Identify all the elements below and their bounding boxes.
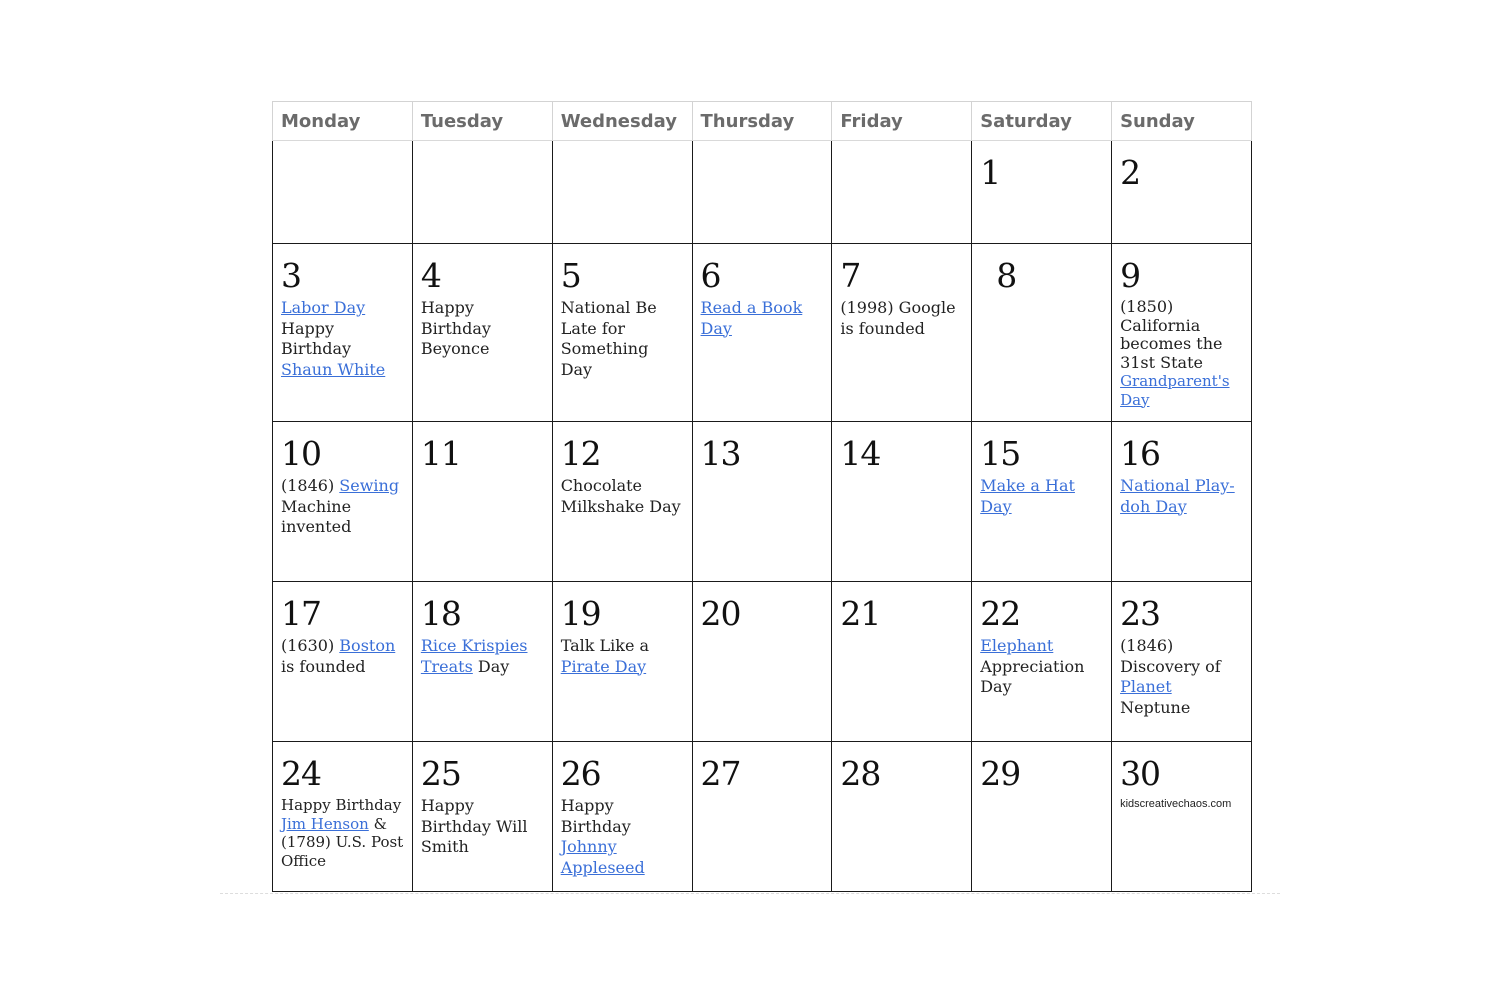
weekday-header-row: [273, 102, 1252, 141]
day-number: 5: [560, 256, 581, 295]
event-text: Happy Birthday Beyonce: [420, 298, 491, 358]
day-cell-5: [552, 244, 692, 422]
day-cell-21: [832, 582, 972, 742]
day-events: [421, 636, 544, 677]
day-events: [281, 476, 404, 538]
event-link[interactable]: Elephant: [980, 636, 1054, 655]
day-events: [1120, 476, 1243, 517]
weekday-tuesday: Tuesday: [412, 102, 552, 141]
day-events: [980, 476, 1103, 517]
day-cell-7: [832, 244, 972, 422]
day-number: 29: [980, 754, 1021, 793]
page-divider: [220, 893, 1280, 894]
day-cell-28: [832, 742, 972, 892]
day-cell-16: [1112, 422, 1252, 582]
day-number: 22: [980, 594, 1021, 633]
day-cell-26: [552, 742, 692, 892]
weekday-monday: Monday: [273, 102, 413, 141]
event-text: is founded: [281, 656, 366, 676]
website-credit: kidscreativechaos.com: [1120, 798, 1232, 810]
event-link[interactable]: Read a Book Day: [700, 298, 803, 338]
day-number: 1: [980, 153, 1001, 192]
day-events: [281, 636, 404, 677]
day-cell-30: [1112, 742, 1252, 892]
day-number: 24: [281, 754, 321, 793]
day-events: [1120, 636, 1243, 718]
event-text: Neptune: [1120, 697, 1191, 717]
event-link[interactable]: Boston: [339, 636, 396, 655]
day-cell-24: [273, 742, 413, 892]
day-number: 23: [1120, 594, 1161, 633]
day-number: 19: [560, 594, 601, 633]
event-text: Appreciation Day: [980, 656, 1085, 696]
day-number: 7: [840, 256, 861, 295]
day-number: 13: [700, 434, 741, 473]
event-text: Day: [472, 656, 510, 676]
day-number: 14: [840, 434, 881, 473]
day-number: 15: [980, 434, 1021, 473]
day-events: [561, 796, 684, 878]
event-link[interactable]: Grandparent's Day: [1120, 372, 1230, 409]
day-events: [561, 636, 684, 677]
day-number: 30: [1120, 754, 1161, 793]
day-cell-9: [1112, 244, 1252, 422]
day-number: 6: [700, 256, 721, 295]
day-cell-18: [412, 582, 552, 742]
day-cell-empty: [273, 141, 413, 244]
day-cell-3: [273, 244, 413, 422]
week-row: [273, 742, 1252, 892]
day-number: 28: [840, 754, 881, 793]
event-link[interactable]: National Play-doh Day: [1120, 476, 1235, 516]
day-cell-22: [972, 582, 1112, 742]
day-cell-empty: [692, 141, 832, 244]
day-cell-4: [412, 244, 552, 422]
event-text: (1846): [281, 476, 340, 495]
day-cell-8: [972, 244, 1112, 422]
day-cell-empty: [412, 141, 552, 244]
day-events: [421, 796, 544, 858]
day-events: [561, 298, 684, 380]
day-number: 11: [420, 434, 461, 473]
day-events: [561, 476, 684, 517]
day-cell-14: [832, 422, 972, 582]
event-text: National Be Late for Something Day: [560, 298, 657, 379]
event-text: Happy Birthday: [281, 796, 402, 814]
weekday-thursday: Thursday: [692, 102, 832, 141]
day-cell-17: [273, 582, 413, 742]
day-events: [1120, 298, 1243, 409]
day-cell-12: [552, 422, 692, 582]
event-link[interactable]: Shaun White: [281, 359, 386, 379]
day-events: [281, 298, 404, 380]
day-events: [281, 796, 404, 870]
day-number: 27: [700, 754, 741, 793]
event-text: Chocolate Milkshake Day: [560, 476, 681, 516]
event-text: (1998) Google is founded: [840, 298, 956, 338]
weekday-friday: Friday: [832, 102, 972, 141]
day-number: 26: [560, 754, 601, 793]
event-text: (1630): [281, 636, 340, 655]
day-number: 18: [420, 594, 461, 633]
day-events: [701, 298, 824, 339]
event-link[interactable]: Make a Hat Day: [980, 476, 1075, 516]
event-text: Happy Birthday: [560, 796, 631, 836]
week-row: [273, 422, 1252, 582]
week-row: [273, 582, 1252, 742]
day-events: [980, 636, 1103, 698]
day-cell-1: [972, 141, 1112, 244]
day-number: 4: [420, 256, 441, 295]
event-text: (1850) California becomes the 31st State: [1120, 297, 1223, 372]
week-row: [273, 141, 1252, 244]
weekday-saturday: Saturday: [972, 102, 1112, 141]
day-cell-2: [1112, 141, 1252, 244]
day-events: [421, 298, 544, 360]
event-link[interactable]: Labor Day: [281, 298, 366, 317]
event-link[interactable]: Rice Krispies Treats: [420, 636, 528, 676]
day-cell-19: [552, 582, 692, 742]
day-number: 8: [996, 256, 1017, 295]
day-number: 16: [1120, 434, 1161, 473]
event-text: Happy Birthday Will Smith: [420, 796, 528, 856]
day-number: 9: [1120, 256, 1141, 295]
event-text: Talk Like a: [560, 636, 650, 655]
day-cell-23: [1112, 582, 1252, 742]
day-cell-15: [972, 422, 1112, 582]
day-number: 10: [281, 434, 321, 473]
day-cell-29: [972, 742, 1112, 892]
event-text: Machine invented: [281, 496, 352, 536]
day-number: 12: [560, 434, 601, 473]
day-cell-empty: [832, 141, 972, 244]
day-cell-20: [692, 582, 832, 742]
week-row: [273, 244, 1252, 422]
event-link[interactable]: Jim Henson: [281, 814, 369, 833]
day-number: 17: [281, 594, 321, 633]
day-cell-10: [273, 422, 413, 582]
event-text: (1846) Discovery of: [1120, 636, 1221, 676]
day-number: 3: [281, 256, 301, 295]
september-calendar: [272, 101, 1252, 892]
day-number: 2: [1120, 153, 1141, 192]
day-events: [840, 298, 963, 339]
event-link[interactable]: Planet: [1120, 677, 1172, 696]
event-text: Happy Birthday: [281, 318, 352, 358]
event-link[interactable]: Pirate Day: [560, 656, 647, 676]
day-cell-6: [692, 244, 832, 422]
day-number: 21: [840, 594, 881, 633]
event-text: & (1789) U.S. Post Office: [281, 814, 404, 870]
weekday-wednesday: Wednesday: [552, 102, 692, 141]
day-cell-25: [412, 742, 552, 892]
event-link[interactable]: Sewing: [339, 476, 400, 495]
day-cell-13: [692, 422, 832, 582]
day-cell-27: [692, 742, 832, 892]
day-number: 20: [700, 594, 741, 633]
weekday-sunday: Sunday: [1112, 102, 1252, 141]
day-number: 25: [420, 754, 461, 793]
day-cell-11: [412, 422, 552, 582]
day-cell-empty: [552, 141, 692, 244]
event-link[interactable]: Johnny Appleseed: [560, 837, 645, 877]
